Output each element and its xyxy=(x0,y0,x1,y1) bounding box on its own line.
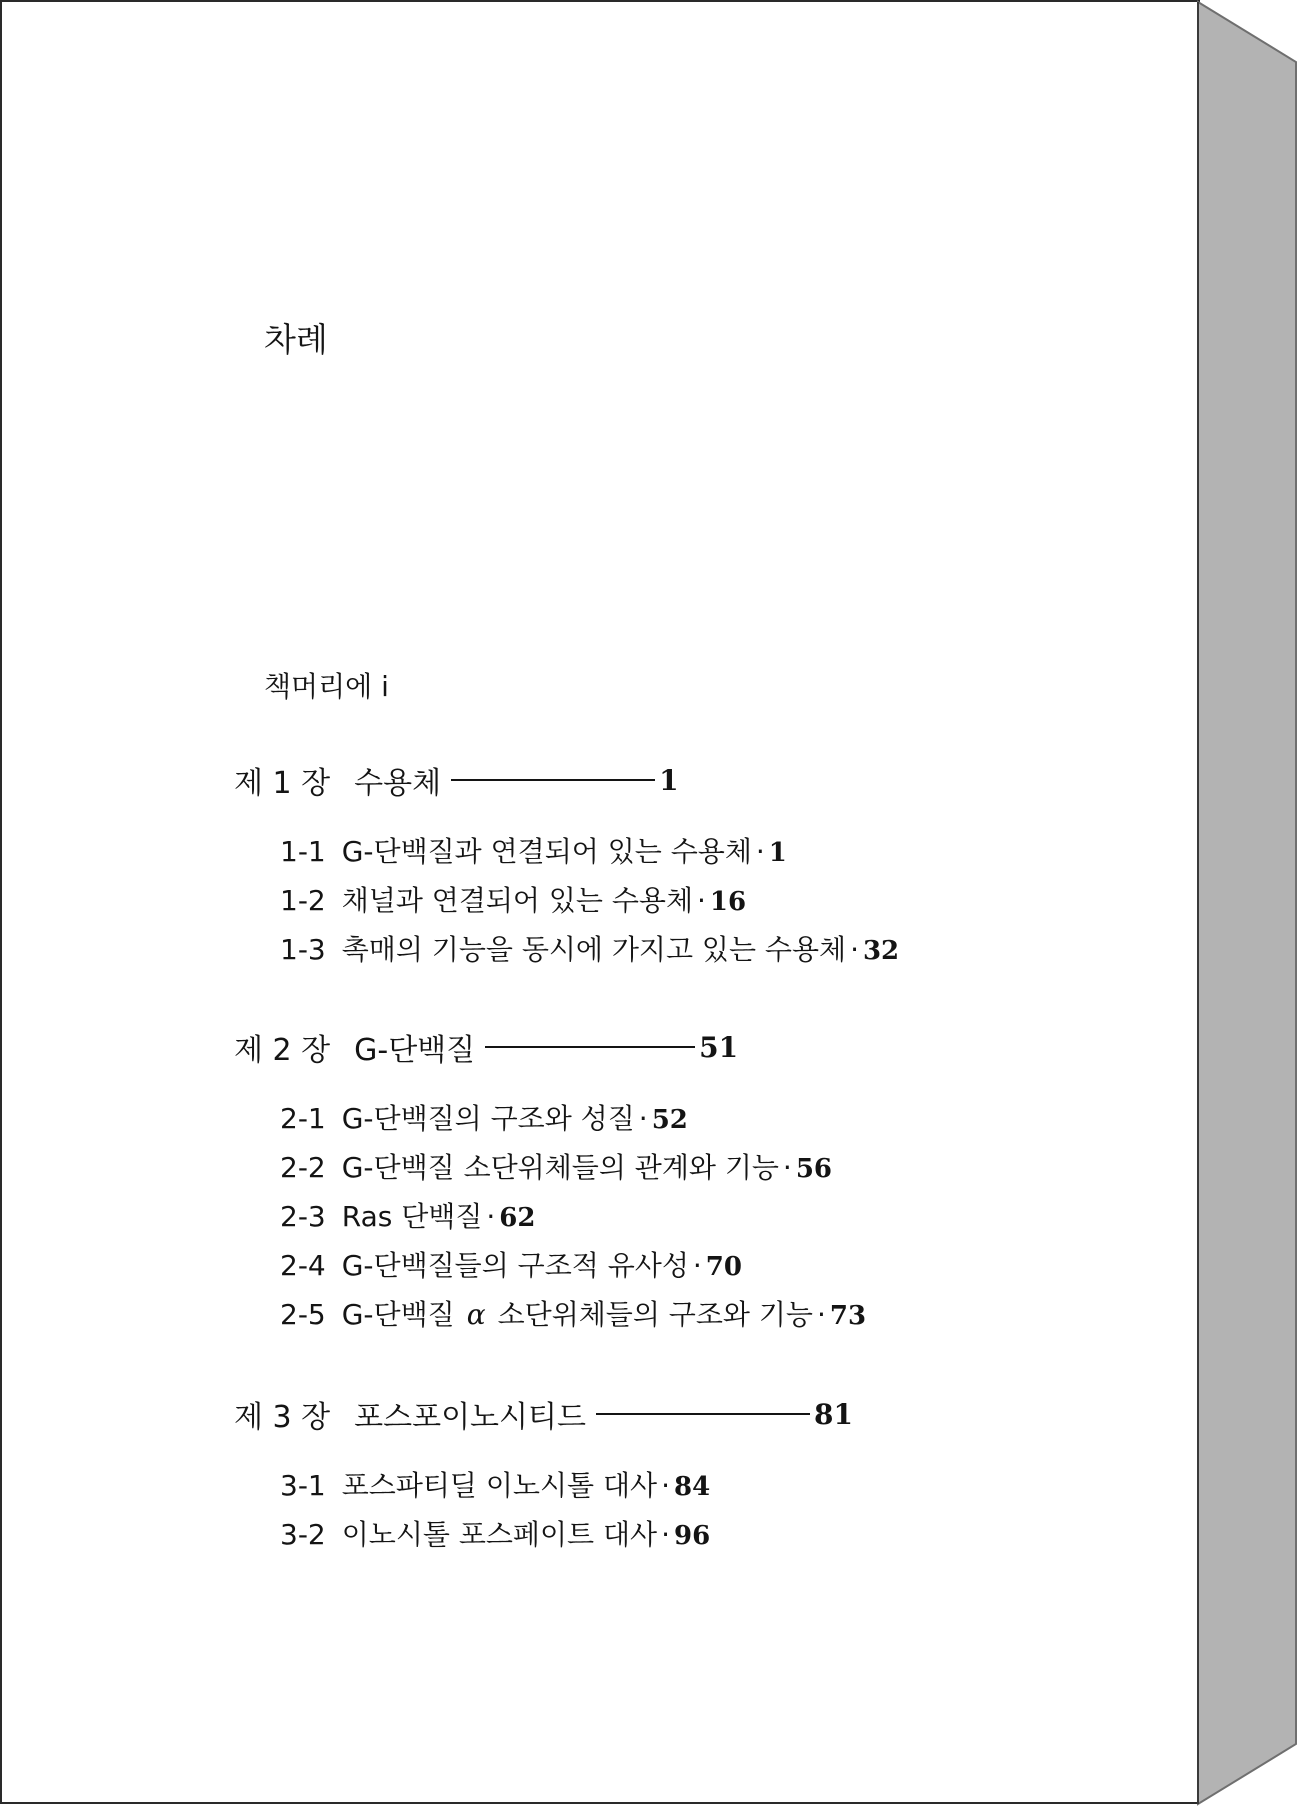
section-entry: 2-5 G-단백질 α 소단위체들의 구조와 기능 · 73 xyxy=(280,1298,867,1331)
section-number: 2-3 xyxy=(280,1200,326,1233)
chapter-title: 수용체 xyxy=(354,766,442,801)
chapter-number: 제 1 장 xyxy=(234,766,331,801)
section-title: G-단백질 소단위체들의 관계와 기능 xyxy=(341,1151,779,1184)
section-entry: 1-1 G-단백질과 연결되어 있는 수용체 · 1 xyxy=(280,835,787,868)
section-entry: 2-2 G-단백질 소단위체들의 관계와 기능 · 56 xyxy=(280,1151,833,1184)
section-page: 70 xyxy=(705,1252,742,1282)
section-entry: 1-2 채널과 연결되어 있는 수용체 · 16 xyxy=(280,884,747,917)
section-number: 2-2 xyxy=(280,1151,326,1184)
chapter-heading xyxy=(234,1392,853,1436)
leader-line xyxy=(451,779,655,781)
toc-preface: 책머리에 i xyxy=(264,670,389,703)
section-title: 이노시톨 포스페이트 대사 xyxy=(341,1518,658,1551)
section-page: 84 xyxy=(673,1472,711,1502)
chapter-page: 81 xyxy=(813,1397,853,1431)
section-number: 2-4 xyxy=(280,1249,326,1282)
section-page: 96 xyxy=(673,1521,711,1551)
chapter-page: 1 xyxy=(659,763,679,797)
toc-title: 차례 xyxy=(264,320,328,359)
chapter-page: 51 xyxy=(699,1030,739,1064)
section-entry: 3-1 포스파티딜 이노시톨 대사 · 84 xyxy=(280,1469,711,1502)
section-title: G-단백질과 연결되어 있는 수용체 xyxy=(341,835,752,868)
section-page: 52 xyxy=(651,1105,688,1135)
section-entry: 1-3 촉매의 기능을 동시에 가지고 있는 수용체 · 32 xyxy=(280,933,900,966)
leader-line xyxy=(485,1046,695,1048)
section-page: 73 xyxy=(829,1301,867,1331)
section-number: 1-1 xyxy=(280,835,326,868)
chapter-number: 제 3 장 xyxy=(234,1400,331,1435)
section-number: 2-5 xyxy=(280,1298,326,1331)
section-entry: 3-2 이노시톨 포스페이트 대사 · 96 xyxy=(280,1518,711,1551)
chapter-number: 제 2 장 xyxy=(234,1033,331,1068)
section-entry: 2-1 G-단백질의 구조와 성질 · 52 xyxy=(280,1102,688,1135)
chapter-heading xyxy=(234,1025,738,1069)
section-title: 포스파티딜 이노시톨 대사 xyxy=(341,1469,658,1502)
section-number: 3-2 xyxy=(280,1518,326,1551)
section-title: 촉매의 기능을 동시에 가지고 있는 수용체 xyxy=(341,933,847,966)
section-entry: 2-4 G-단백질들의 구조적 유사성 · 70 xyxy=(280,1249,742,1282)
section-page: 56 xyxy=(795,1154,833,1184)
section-title: Ras 단백질 xyxy=(341,1200,483,1233)
section-number: 2-1 xyxy=(280,1102,326,1135)
section-number: 3-1 xyxy=(280,1469,326,1502)
section-page: 16 xyxy=(709,887,747,917)
section-page: 32 xyxy=(862,936,900,966)
section-title: G-단백질들의 구조적 유사성 xyxy=(341,1249,689,1282)
section-entry: 2-3 Ras 단백질 · 62 xyxy=(280,1200,536,1233)
section-title: 채널과 연결되어 있는 수용체 xyxy=(341,884,694,917)
greek-alpha: α xyxy=(466,1298,486,1331)
section-page: 1 xyxy=(768,838,787,868)
section-page: 62 xyxy=(499,1203,536,1233)
chapter-title: 포스포이노시티드 xyxy=(354,1400,586,1435)
section-title-part: G-단백질 xyxy=(341,1298,455,1331)
section-title-part: 소단위체들의 구조와 기능 xyxy=(497,1298,813,1331)
chapter-heading xyxy=(234,758,679,802)
section-number: 1-3 xyxy=(280,933,326,966)
chapter-title: G-단백질 xyxy=(354,1033,476,1068)
leader-line xyxy=(596,1413,810,1415)
section-number: 1-2 xyxy=(280,884,326,917)
section-title: G-단백질의 구조와 성질 xyxy=(341,1102,635,1135)
